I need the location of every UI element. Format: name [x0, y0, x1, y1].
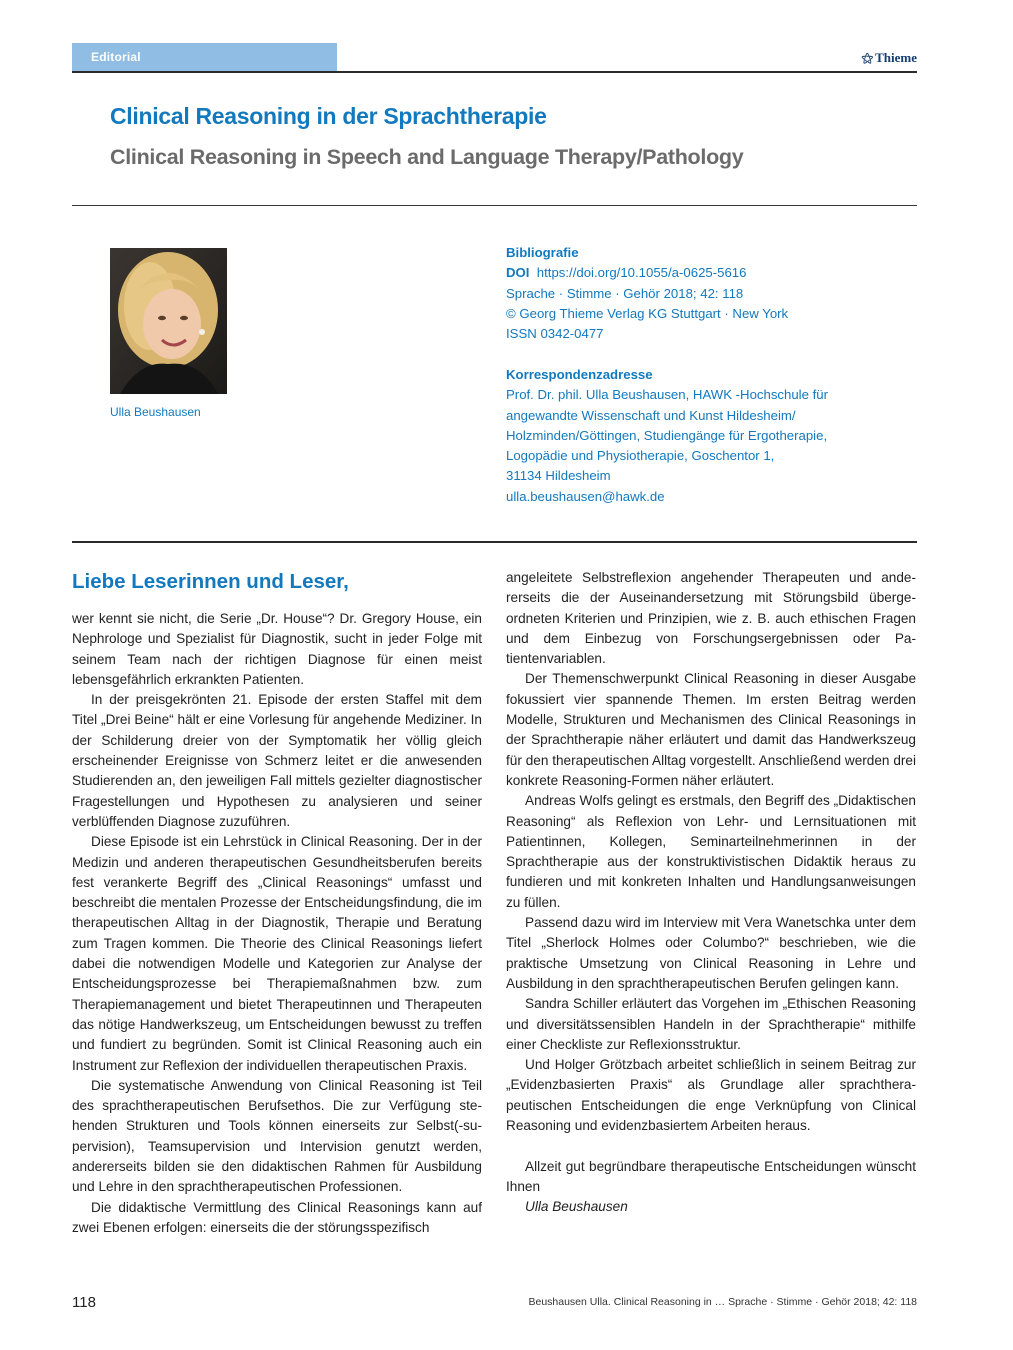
issn-line: ISSN 0342-0477 [506, 326, 604, 342]
article-paragraph: wer kennt sie nicht, die Serie „Dr. House“? Dr. Gregory House, ein Nephrologe und Spezialist für Diagnostik, sucht in jeder Folge mit seinem Team nach der richtigen Diagnose für einen meist lebensgefährlich erkrankten Patienten. [72, 611, 482, 687]
article-column-right [506, 568, 916, 1218]
doi-line [506, 263, 788, 283]
bibliography-block [506, 243, 788, 344]
author-photo-caption: Ulla Beushausen [110, 405, 201, 419]
correspondence-line: Prof. Dr. phil. Ulla Beushausen, HAWK -Hochschule für [506, 387, 829, 403]
publisher-logo [861, 50, 917, 66]
article-paragraph: Diese Episode ist ein Lehrstück in Clinical Reasoning. Der in der Medizin und anderen therapeutischen Gesundheitsberufen bereits fest verankerte Begriff des „Clinical Reasonings“ umfasst und beschreibt die mentalen Prozesse der Entscheidungsfindung, die im therapeutischen Alltag in der Diagnostik, Therapie und Beratung zum Tragen kommen. Die Theorie des Clinical Reasonings liefert dabei die notwendigen Modelle und Kategorien zur Analyse der Entscheidungsprozesse bei Therapiemaßnahmen bzw. zum Therapiemanagement und bietet Therapeutinnen und Therapeuten das nötige Handwerkszeug, um Entscheidungen bewusst zu treffen und fundiert zu begründen. Somit ist Clinical Reasoning auch ein Instrument zur Reflexion der individuellen therapeutischen Praxis. [72, 834, 482, 1073]
article-title-english: Clinical Reasoning in Speech and Language Therapy/Pathology [110, 145, 744, 169]
copyright-line: © Georg Thieme Verlag KG Stuttgart · New York [506, 305, 789, 321]
author-photo-illustration [110, 248, 227, 394]
article-paragraph: Sandra Schiller erläutert das Vorgehen im „Ethischen Reasoning und diversitätssensiblen Handeln in der Sprachtherapie“ mithilfe einer Checkliste zur Reflexionsstruktur. [506, 996, 916, 1052]
correspondence-line: Holzminden/Göttingen, Studiengänge für Ergotherapie, [506, 427, 828, 443]
header-divider [72, 71, 917, 73]
correspondence-line: angewandte Wissenschaft und Kunst Hildesheim/ [506, 407, 796, 423]
article-paragraph: Die systematische Anwendung von Clinical Reasoning ist Teil des sprachtherapeutischen Berufsethos. Die zur Verfügung stehenden Strukturen und Tools können einerseits zur Selbst(-supervision), Teamsupervision und Intervision genutzt werden, andererseits bilden sie den didaktischen Rahmen für Ausbildung und Lehre in den sprachtherapeutischen Professionen. [72, 1077, 482, 1195]
article-paragraph: In der preisgekrönten 21. Episode der ersten Staffel mit dem Titel „Drei Beine“ hält er eine Vorlesung für angehende Mediziner. In der Schilderung dreier von der Symptomatik her völlig gleich erscheinender Ereignisse von Schmerz leitet er die anwesenden Studierenden an, den jeweiligen Fall mittels gezielter diagnostischer Fragestellungen und Hypothesen zu analysieren und seiner verblüffenden Diagnose zuzuführen. [72, 692, 482, 829]
author-signature: Ulla Beushausen [525, 1199, 628, 1215]
body-divider [72, 541, 917, 543]
footer-citation: Beushausen Ulla. Clinical Reasoning in … Sprache · Stimme · Gehör 2018; 42: 118 [528, 1296, 917, 1308]
article-paragraph: Und Holger Grötzbach arbeitet schließlich in seinem Beitrag zur „Evidenzbasierten Praxis“ als Grundlage aller sprachtherapeutischen Entscheidungen die enge Verknüpfung von Clinical Reasoning und evidenzbasiertem Arbeiten heraus. [506, 1057, 916, 1134]
thieme-crest-icon: ⚝ [861, 51, 874, 65]
journal-citation: Sprache · Stimme · Gehör 2018; 42: 118 [506, 285, 744, 301]
closing-line: Allzeit gut begründbare therapeutische Entscheidungen wünscht Ihnen [506, 1158, 916, 1194]
article-paragraph: Die didaktische Vermittlung des Clinical Reasonings kann auf zwei Ebenen erfolgen: einerseits die der störungsspezifisch [72, 1199, 482, 1235]
correspondence-email-link[interactable]: ulla.beushausen@hawk.de [506, 488, 665, 504]
bibliography-heading: Bibliografie [506, 245, 579, 260]
article-paragraph: Andreas Wolfs gelingt es erstmals, den Begriff des „Didaktischen Reasoning“ als Reflexion von Lehr- und Lernsituationen mit Patientinnen, Kollegen, Seminarteilnehmerinnen in der Sprachtherapie aus der konstruktivistischen Didaktik heraus zu fundieren und mit konkreten Inhalten und Handlungsanweisungen zu füllen. [506, 793, 916, 910]
article-title-german: Clinical Reasoning in der Sprachtherapie [110, 103, 547, 129]
editorial-greeting: Liebe Leserinnen und Leser, [72, 570, 349, 593]
doi-link[interactable]: https://doi.org/10.1055/a-0625-5616 [536, 265, 747, 281]
correspondence-heading: Korrespondenzadresse [506, 367, 653, 382]
correspondence-line: 31134 Hildesheim [506, 468, 611, 484]
publisher-logo-text: Thieme [875, 50, 917, 65]
page-number: 118 [72, 1294, 96, 1311]
correspondence-line: Logopädie und Physiotherapie, Goschentor 1, [506, 448, 775, 464]
doi-label: DOI [506, 265, 530, 281]
author-photo [110, 248, 227, 394]
article-paragraph: angeleitete Selbstreflexion angehender Therapeuten und andererseits die der Auseinandersetzung mit Störungsbild übergeordneten Kriterien und Prinzipien, wie z. B. auch ethischen Fragen und dem Einbezug von Forschungsergebnissen oder Patientenvariablen. [506, 570, 916, 667]
title-divider [72, 205, 917, 206]
correspondence-block [506, 365, 828, 507]
article-paragraph: Der Themenschwerpunkt Clinical Reasoning in dieser Ausgabe fokussiert vier spannende Themen. Im ersten Beitrag werden Modelle, Strukturen und Mechanismen des Clinical Reasonings in der Sprachtherapie näher erläutert und damit das Handwerkszeug für den therapeutischen Alltag vorgestellt. Anschließend werden drei konkrete Reasoning-Formen näher erläutert. [506, 671, 916, 788]
article-column-left [72, 609, 482, 1238]
section-label: Editorial [72, 43, 337, 72]
article-paragraph: Passend dazu wird im Interview mit Vera Wanetschka unter dem Titel „Sherlock Holmes oder Columbo?“ beschrieben, wie die praktische Umsetzung von Clinical Reasoning in Lehre und Ausbildung in den sprachtherapeutischen Berufen gelingen kann. [506, 915, 916, 991]
